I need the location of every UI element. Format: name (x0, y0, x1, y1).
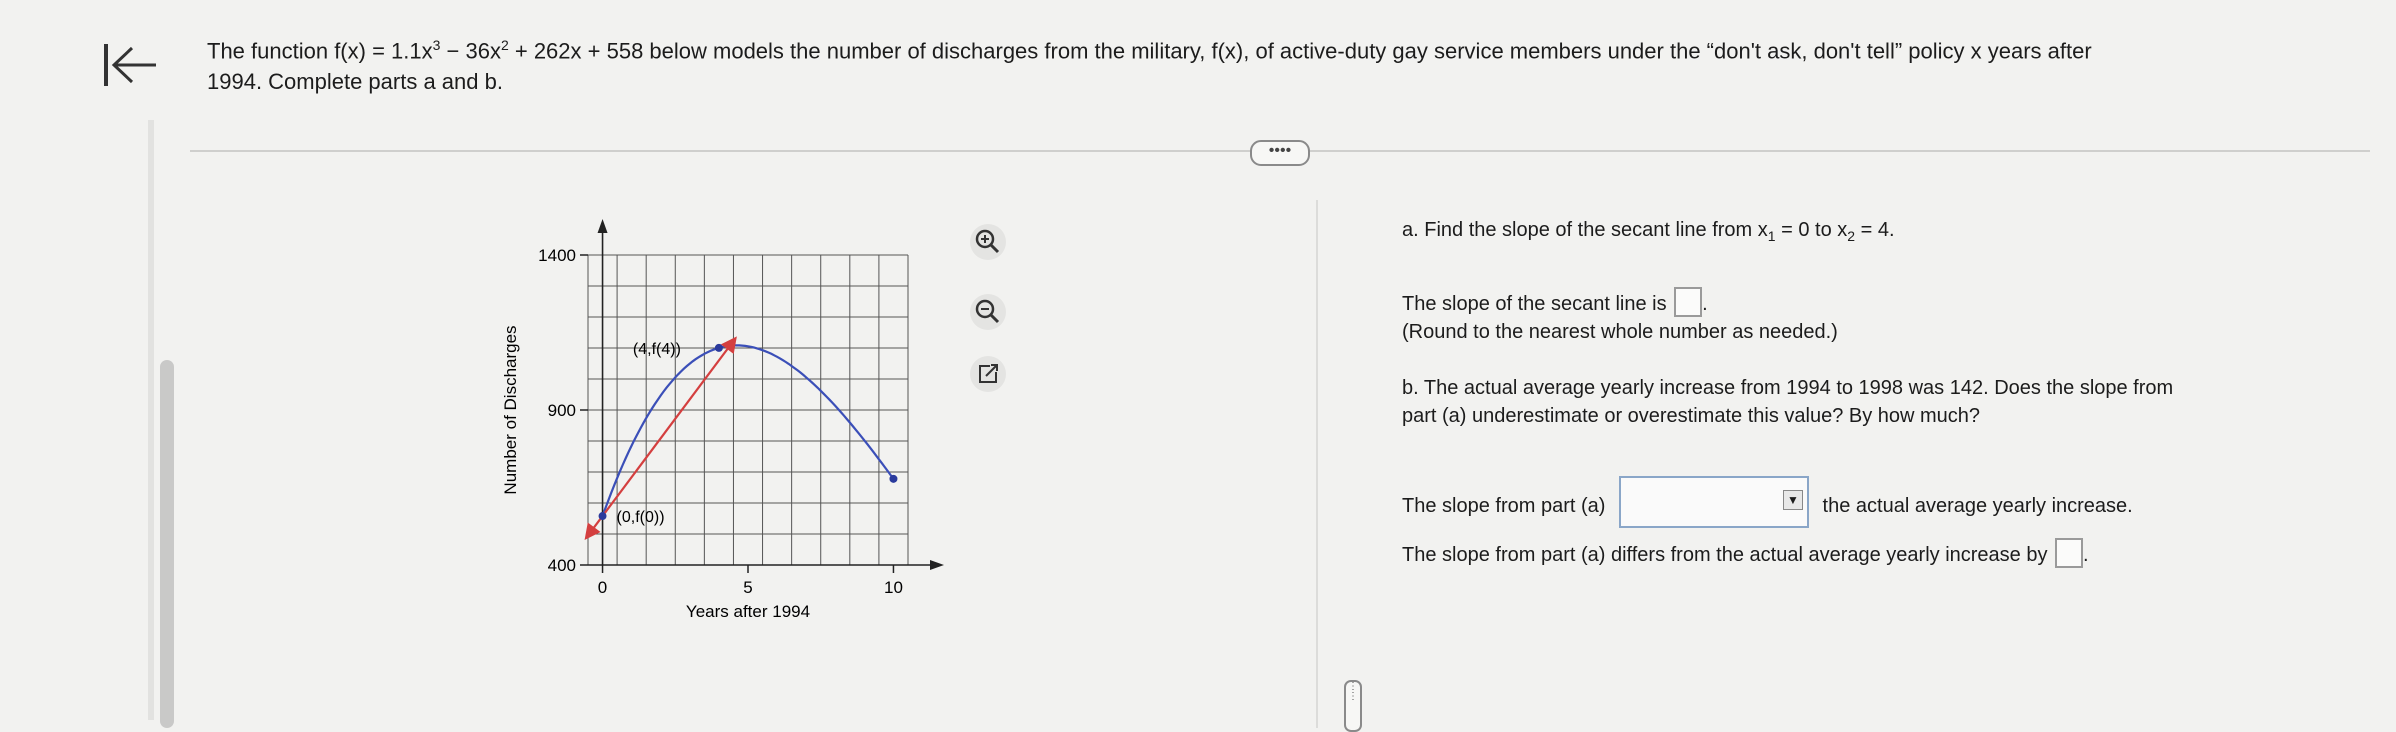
estimate-dropdown[interactable] (1619, 476, 1809, 528)
zoom-in-icon[interactable] (968, 222, 1008, 262)
panel-divider (1316, 200, 1318, 728)
part-a-answer-line: The slope of the secant line is . (1402, 287, 1708, 318)
y-axis-label: Number of Discharges (501, 325, 520, 495)
secant-arrow-head-down (585, 522, 601, 540)
part-b-differs-line: The slope from part (a) differs from the actual average yearly increase by . (1402, 538, 2089, 569)
scrollbar[interactable] (160, 360, 174, 728)
secant-slope-input[interactable] (1674, 287, 1702, 317)
x-tick-label: 10 (883, 578, 903, 597)
point-10 (889, 475, 897, 483)
y-tick-label: 1400 (538, 246, 576, 265)
chevron-down-icon[interactable]: ▼ (1783, 490, 1803, 510)
point-0 (599, 512, 607, 520)
y-tick-label: 400 (547, 556, 576, 575)
problem-statement: The function $f(x) = 1.1x^3 - 36x^2 + 262x + 558$ below models the number of discharges from the military, f(x), of active-duty gay service members under the “don't ask, don't tell” policy x years after 1994. Complete parts a and b. (207, 37, 2092, 95)
x-tick-label: 0 (597, 578, 608, 597)
part-a-note: (Round to the nearest whole number as needed.) (1402, 321, 1838, 343)
part-b-slope-line: The slope from part (a) ▼ the actual average yearly increase. (1402, 476, 2133, 528)
back-arrow-icon[interactable] (100, 40, 160, 90)
x-tick-label: 5 (743, 578, 753, 597)
x-axis-label: Years after 1994 (685, 602, 811, 621)
difference-input[interactable] (2055, 538, 2083, 568)
panel-resize-handle[interactable]: ⋮ ⋮ (1344, 680, 1362, 732)
part-b-question: b. The actual average yearly increase from 1994 to 1998 was 142. Does the slope from part (a) underestimate or overestimate this value? By how much? (1402, 377, 2174, 427)
point-0-label: (0,f(0)) (616, 509, 665, 527)
secant-arrow-head-up (721, 336, 737, 354)
x-axis-arrow (930, 560, 944, 570)
zoom-out-icon[interactable] (968, 292, 1008, 332)
y-tick-label: 900 (547, 401, 576, 420)
point-4 (715, 344, 723, 352)
external-link-icon[interactable] (968, 354, 1008, 394)
y-axis-arrow (598, 219, 608, 233)
part-a-question: a. Find the slope of the secant line from $x_1 = 0$ to $x_2 = 4$. (1402, 219, 1895, 244)
point-4-label: (4,f(4)) (632, 340, 681, 358)
discharges-graph (490, 215, 980, 635)
more-button[interactable]: •••• (1250, 140, 1310, 166)
left-rail (148, 120, 154, 720)
